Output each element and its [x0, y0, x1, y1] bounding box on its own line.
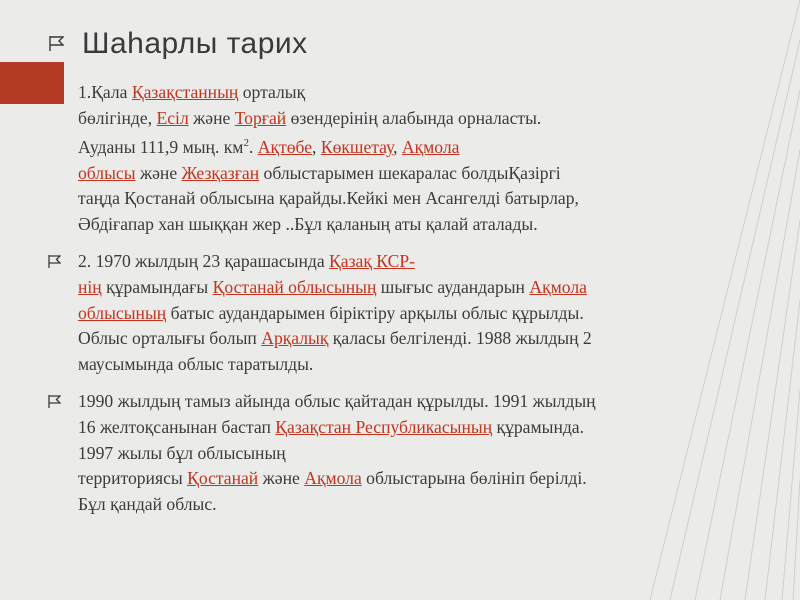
hyperlink[interactable]: Қазақстанның — [131, 82, 239, 102]
text-segment: территориясы — [78, 468, 188, 489]
paragraph-1 — [78, 80, 746, 237]
text-segment: маусымында облыс таратылды. — [78, 353, 314, 374]
text-segment: және — [258, 468, 305, 489]
text-segment: өзендерінің алабында орналасты. — [286, 107, 542, 128]
text-segment: 16 желтоқсанынан бастап — [78, 416, 276, 437]
accent-bar — [0, 62, 64, 104]
slide-title: Шаһарлы тарих — [82, 27, 308, 60]
text-segment: қаласы белгіленді. 1988 жылдың 2 — [328, 328, 592, 349]
hyperlink[interactable]: Қазақстан Республикасының — [275, 416, 493, 437]
hyperlink[interactable]: Есіл — [156, 107, 189, 128]
hyperlink[interactable]: Ақтөбе — [257, 137, 313, 158]
arrow-flag-icon — [48, 395, 61, 408]
text-segment: таңда Қостанай облысына қарайды.Кейкі мен Асангелді батырлар, — [78, 188, 579, 209]
slide-body — [78, 80, 746, 517]
hyperlink[interactable]: Арқалық — [261, 328, 329, 349]
text-segment: Облыс орталығы болып — [78, 328, 262, 349]
text-segment: 1.Қала — [78, 82, 132, 102]
text-segment: , — [312, 137, 321, 158]
text-segment: 1990 жылдың тамыз айында облыс қайтадан құрылды. 1991 жылдың — [78, 391, 596, 412]
hyperlink[interactable]: Торғай — [234, 107, 287, 128]
paragraph-3 — [78, 389, 746, 517]
text-segment: батыс аудандарымен біріктіру арқылы облыс құрылды. — [166, 302, 584, 323]
hyperlink[interactable]: Қостанай облысының — [212, 277, 377, 298]
text-segment: Ауданы 111,9 мың. км — [78, 137, 244, 158]
hyperlink[interactable]: Қазақ КСР- — [329, 251, 415, 272]
text-segment: 2. 1970 жылдың 23 қарашасында — [78, 251, 330, 272]
text-segment: . — [248, 137, 258, 158]
arrow-flag-icon — [48, 255, 61, 268]
text-segment: облыстарына бөлініп берілді. — [361, 468, 587, 489]
text-segment: құрамында. — [492, 416, 585, 437]
text-segment: 1997 жылы бұл облысының — [78, 442, 286, 463]
hyperlink[interactable]: облысы — [78, 162, 136, 183]
text-segment: орталық — [238, 82, 306, 102]
text-segment: құрамындағы — [101, 277, 213, 298]
text-segment: Бұл қандай облыс. — [78, 493, 217, 514]
text-segment: және — [188, 107, 235, 128]
hyperlink[interactable]: Ақмола — [529, 277, 587, 298]
text-segment: облыстарымен шекаралас болдыҚазіргі — [259, 162, 561, 183]
arrow-flag-icon — [49, 36, 64, 51]
text-segment: және — [135, 162, 182, 183]
superscript: 2 — [243, 137, 249, 150]
text-segment: , — [393, 137, 402, 158]
hyperlink[interactable]: облысының — [78, 302, 167, 323]
text-segment: бөлігінде, — [78, 107, 157, 128]
hyperlink[interactable]: Қостанай — [187, 468, 259, 489]
text-segment: шығыс аудандарын — [376, 277, 530, 298]
hyperlink[interactable]: Көкшетау — [320, 137, 394, 158]
hyperlink[interactable]: нің — [78, 277, 102, 298]
text-segment: Әбдіғапар хан шыққан жер ..Бұл қаланың аты қалай аталады. — [78, 213, 538, 234]
hyperlink[interactable]: Жезқазған — [181, 162, 260, 183]
hyperlink[interactable]: Ақмола — [304, 468, 362, 489]
hyperlink[interactable]: Ақмола — [401, 137, 460, 158]
paragraph-2 — [78, 249, 746, 377]
